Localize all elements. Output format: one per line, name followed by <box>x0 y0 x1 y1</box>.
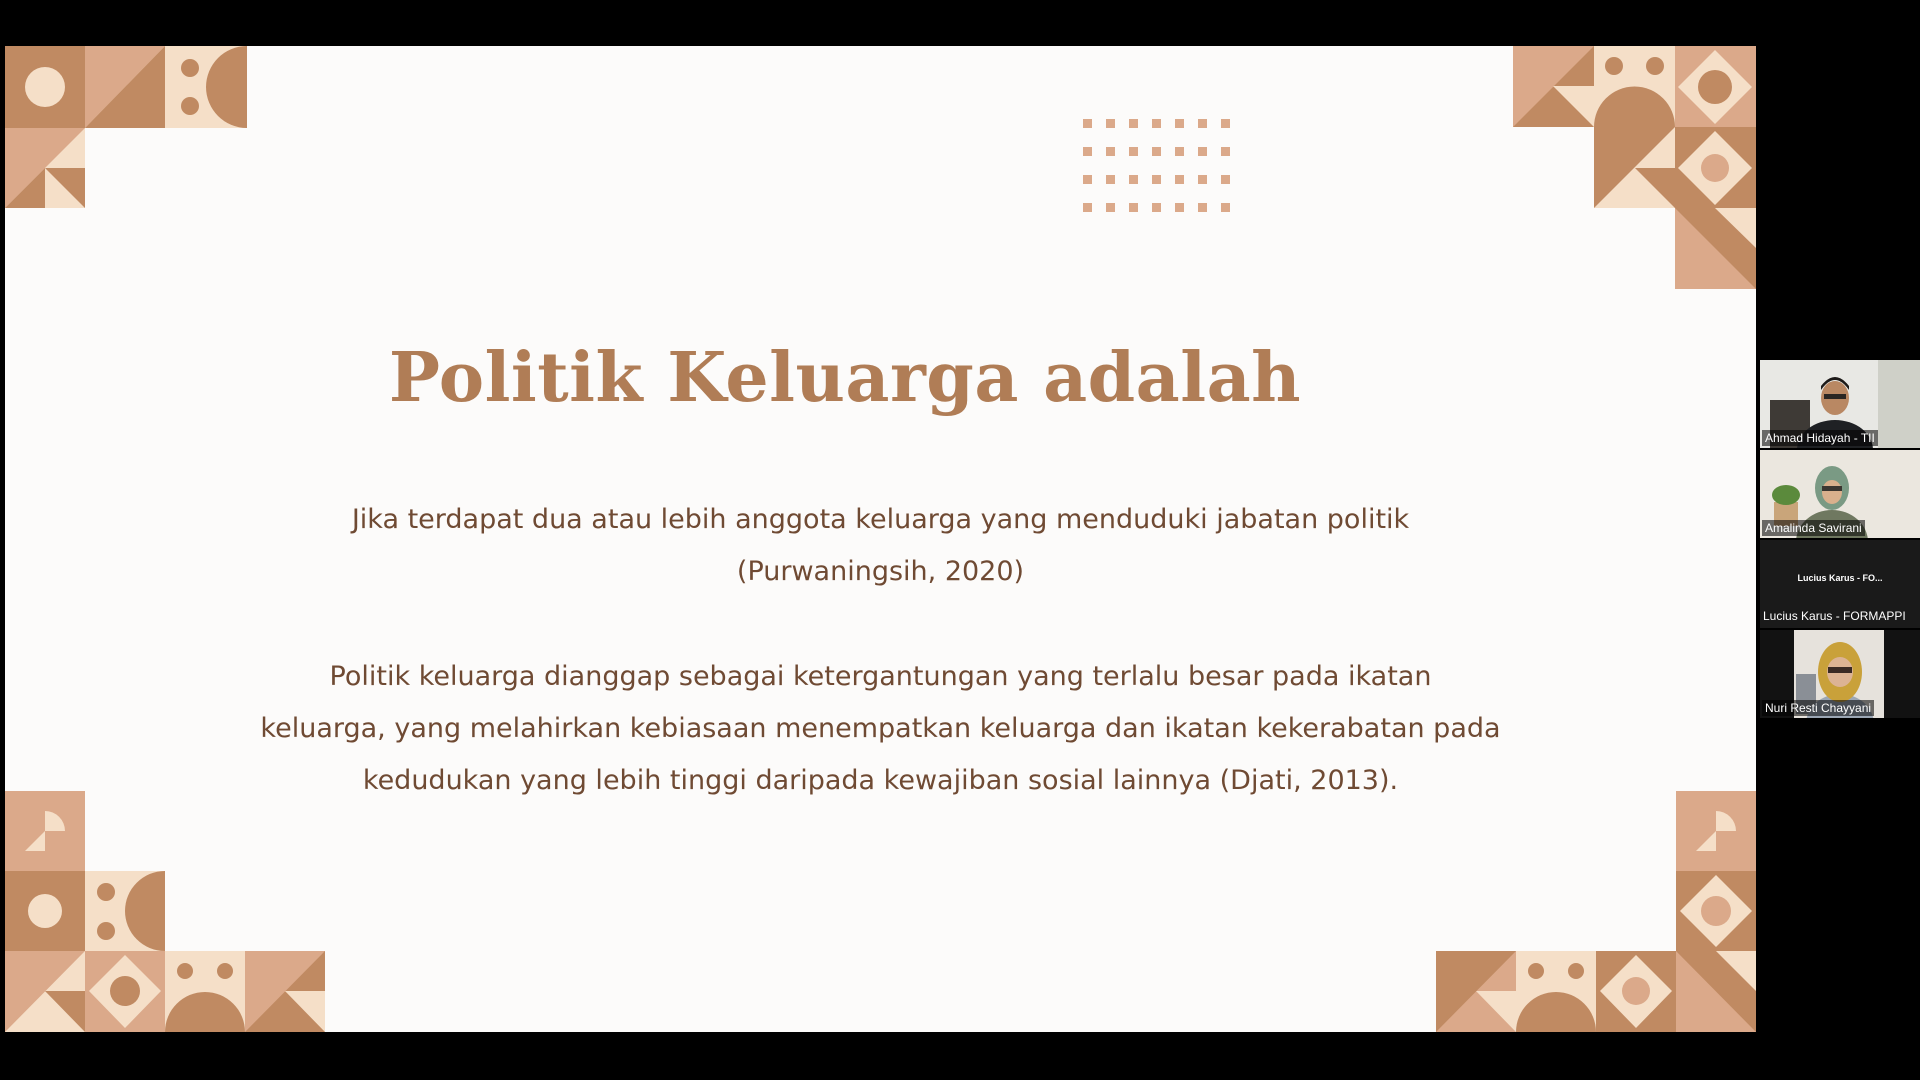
paragraph-line: Jika terdapat dua atau lebih anggota keluarga yang menduduki jabatan politik <box>351 504 1410 535</box>
decorative-pattern-top-left <box>5 46 247 208</box>
participant-name: Nuri Resti Chayyani <box>1762 700 1874 716</box>
explanation-paragraph <box>5 651 1756 807</box>
participant-tile[interactable] <box>1760 450 1920 538</box>
decorative-pattern-bottom-left <box>5 791 325 1032</box>
participant-tile[interactable] <box>1760 360 1920 448</box>
participant-tile[interactable] <box>1760 540 1920 628</box>
presentation-slide <box>5 46 1756 1032</box>
decorative-pattern-top-right <box>1513 46 1756 289</box>
participant-avatar-label: Lucius Karus - FO... <box>1797 573 1883 583</box>
participant-gallery <box>1760 360 1920 720</box>
participant-name: Ahmad Hidayah - TII <box>1762 430 1878 446</box>
paragraph-line: keluarga, yang melahirkan kebiasaan menempatkan keluarga dan ikatan kekerabatan pada <box>260 713 1501 744</box>
decorative-pattern-bottom-right <box>1436 791 1756 1032</box>
citation-line: (Purwaningsih, 2020) <box>736 556 1025 587</box>
participant-name: Amalinda Savirani <box>1762 520 1865 536</box>
paragraph-line: kedudukan yang lebih tinggi daripada kewajiban sosial lainnya (Djati, 2013). <box>362 765 1399 796</box>
paragraph-line: Politik keluarga dianggap sebagai ketergantungan yang terlalu besar pada ikatan <box>329 661 1432 692</box>
participant-name: Lucius Karus - FORMAPPI <box>1763 609 1906 623</box>
slide-title: Politik Keluarga adalah <box>388 338 1302 418</box>
definition-paragraph <box>5 494 1756 598</box>
participant-tile[interactable] <box>1760 630 1920 718</box>
decorative-dot-grid <box>1083 119 1243 217</box>
